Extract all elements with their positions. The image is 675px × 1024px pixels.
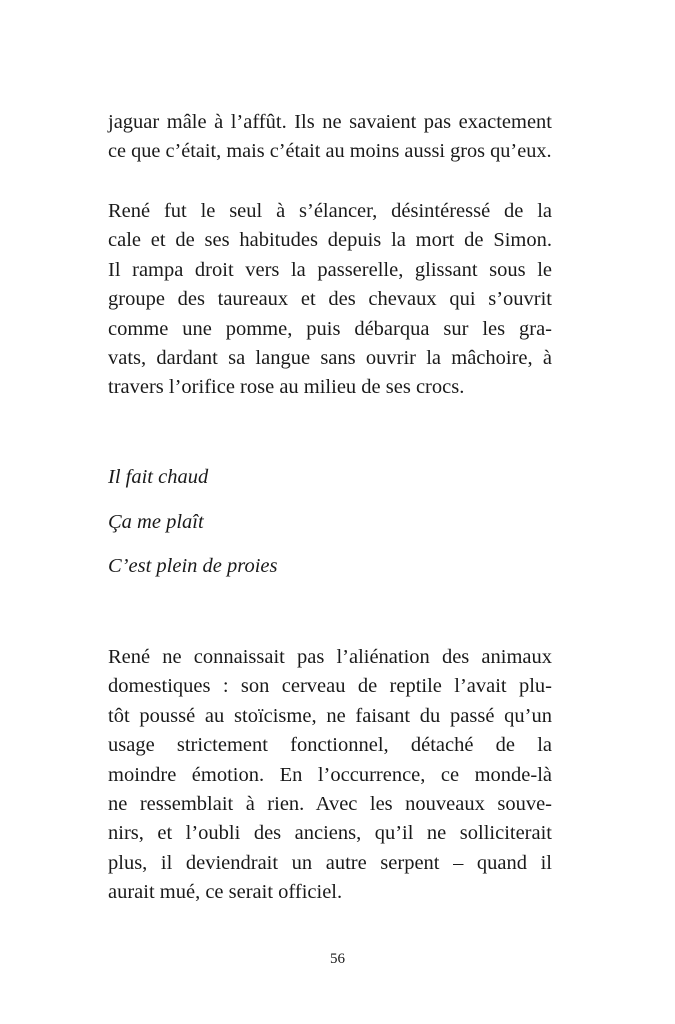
paragraph-1-line: jaguar mâle à l’affût. Ils ne savaient pas exactement (108, 111, 552, 133)
paragraph-2-line: groupe des taureaux et des chevaux qui s’ouvrit (108, 288, 552, 311)
paragraph-3-line: domestiques : son cerveau de reptile l’avait plu- (108, 675, 552, 698)
paragraph-3-line: moindre émotion. En l’occurrence, ce monde-là (108, 763, 552, 786)
poem-line-1: Il fait chaud (108, 466, 209, 488)
poem-line-3: C’est plein de proies (108, 555, 278, 577)
paragraph-3-line: aurait mué, ce serait officiel. (108, 881, 343, 904)
paragraph-2-line: cale et de ses habitudes depuis la mort de Simon. (108, 229, 552, 252)
paragraph-1-line: ce que c’était, mais c’était au moins aussi gros qu’eux. (108, 140, 552, 163)
paragraph-2-line: comme une pomme, puis débarqua sur les gra- (108, 317, 552, 340)
paragraph-3-line: nirs, et l’oubli des anciens, qu’il ne solliciterait (108, 822, 552, 845)
paragraph-2 (108, 197, 552, 403)
paragraph-2-line: vats, dardant sa langue sans ouvrir la mâchoire, à (108, 347, 552, 370)
paragraph-3-line: René ne connaissait pas l’aliénation des animaux (108, 646, 552, 668)
poem-line-2: Ça me plaît (108, 511, 204, 533)
paragraph-3-line: ne ressemblait à rien. Avec les nouveaux souve- (108, 793, 552, 816)
paragraph-3-line: usage strictement fonctionnel, détaché de la (108, 734, 552, 757)
paragraph-2-line: travers l’orifice rose au milieu de ses crocs. (108, 376, 465, 399)
paragraph-3-line: tôt poussé au stoïcisme, ne faisant du passé qu’un (108, 704, 552, 727)
paragraph-3 (108, 643, 552, 908)
paragraph-2-line: René fut le seul à s’élancer, désintéressé de la (108, 200, 552, 222)
paragraph-1 (108, 108, 552, 167)
page-number: 56 (330, 951, 345, 967)
paragraph-2-line: Il rampa droit vers la passerelle, glissant sous le (108, 258, 552, 281)
paragraph-3-line: plus, il deviendrait un autre serpent – quand il (108, 851, 552, 874)
